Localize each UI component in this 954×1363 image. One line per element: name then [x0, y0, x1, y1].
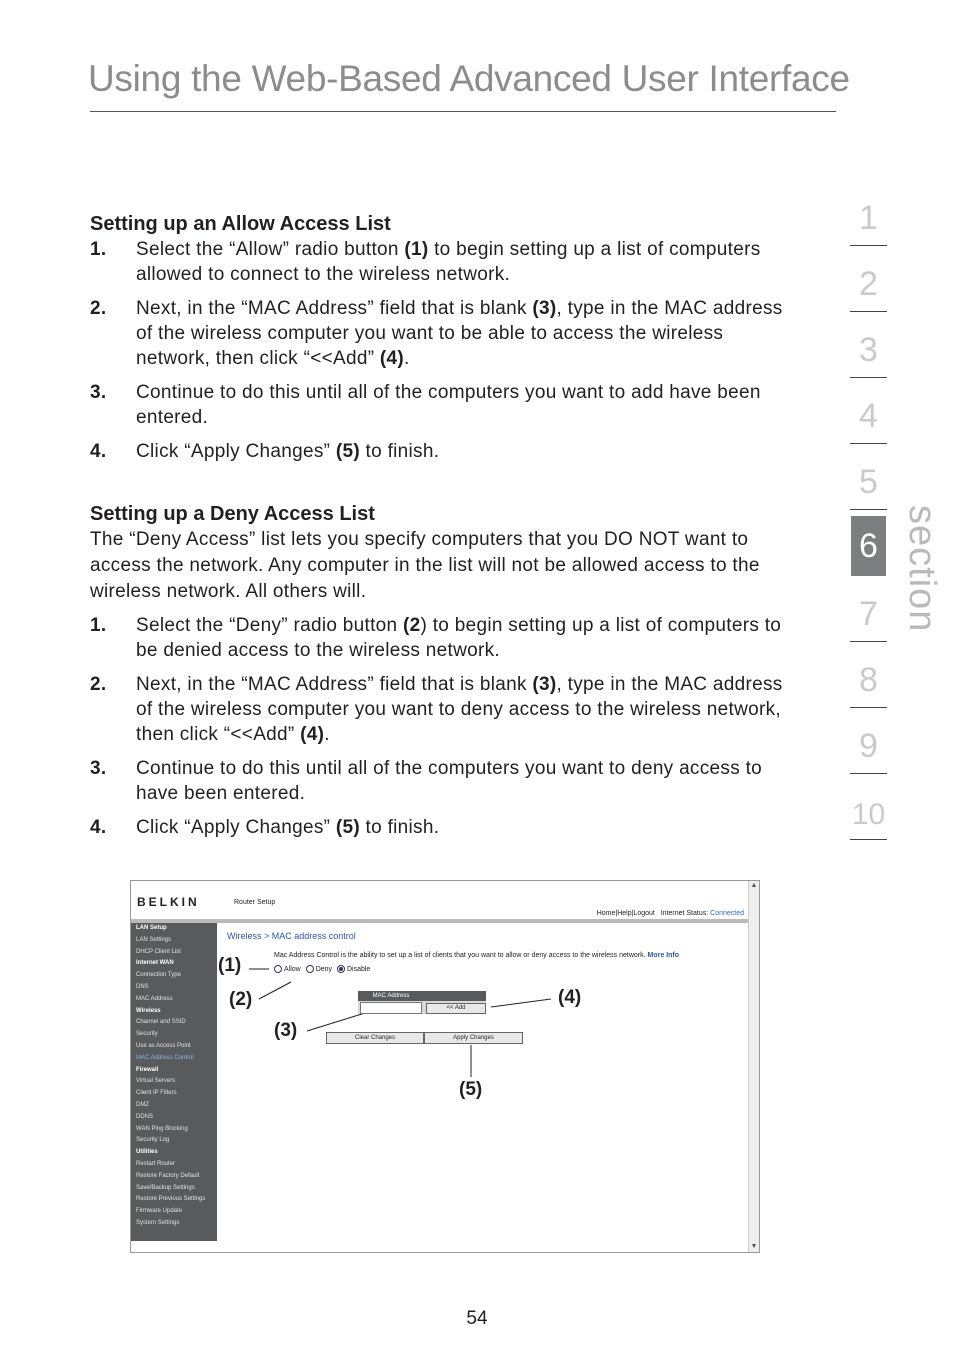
sidebar-link[interactable]: Connection Type — [136, 972, 181, 979]
callout-4: (4) — [558, 987, 582, 1008]
step-number: 2. — [90, 298, 107, 319]
step-text: Select the “Deny” radio button — [136, 615, 403, 636]
clear-changes-button[interactable]: Clear Changes — [326, 1032, 424, 1044]
section-nav-item-1 — [850, 180, 887, 246]
section-nav-number: 2 — [859, 265, 878, 303]
home-help-logout-links[interactable]: Home|Help|Logout — [596, 910, 655, 917]
section-nav-number: 1 — [859, 199, 878, 237]
section-nav-number: 8 — [859, 661, 878, 699]
allow-heading: Setting up an Allow Access List — [90, 213, 391, 235]
mac-address-header: MAC Address — [358, 991, 424, 1001]
step-number: 3. — [90, 382, 107, 403]
section-nav-item-9 — [850, 708, 887, 774]
section-nav-number: 6 — [851, 516, 886, 576]
step-number: 1. — [90, 615, 107, 636]
section-nav-number: 5 — [859, 463, 878, 501]
step-item — [90, 237, 795, 287]
sidebar-link[interactable]: Channel and SSID — [136, 1019, 186, 1026]
section-nav-item-7 — [850, 576, 887, 642]
section-nav-number: 7 — [859, 595, 878, 633]
step-text: Select the “Allow” radio button — [136, 239, 405, 260]
deny-radio-label: Deny — [315, 965, 333, 973]
callout-5: (5) — [459, 1079, 483, 1100]
allow-steps — [90, 237, 795, 464]
belkin-logo: BELKIN — [137, 895, 200, 909]
section-nav-number: 4 — [859, 397, 878, 435]
sidebar-link[interactable]: LAN Settings — [136, 936, 172, 943]
step-text: Click “Apply Changes” — [136, 441, 336, 462]
sidebar-link[interactable]: Virtual Servers — [136, 1078, 176, 1085]
internet-status-label: Internet Status: — [660, 910, 709, 917]
sidebar-section-heading: Firewall — [136, 1066, 159, 1073]
section-nav-item-8 — [850, 642, 887, 708]
section-nav-item-5 — [850, 444, 887, 510]
step-text: , type in the MAC address of the wireless computer you want to deny access to the wireless network, then click “<<Add” — [136, 674, 783, 745]
deny-steps — [90, 613, 795, 840]
step-text: to finish. — [359, 817, 440, 838]
step-item — [90, 756, 795, 806]
sidebar-link[interactable]: Firmware Update — [136, 1208, 183, 1215]
section-label: section — [901, 505, 943, 633]
callout-line-4 — [491, 999, 551, 1007]
router-screenshot — [130, 880, 760, 1253]
sidebar-link[interactable]: Restore Factory Default — [136, 1172, 200, 1179]
step-text: (2 — [403, 615, 421, 636]
section-nav-number: 3 — [859, 331, 878, 369]
section-nav-item-2 — [850, 246, 887, 312]
section-nav-item-10 — [850, 774, 887, 840]
callout-lines — [131, 881, 759, 1252]
shot-scrollbar[interactable] — [748, 881, 759, 1252]
step-text: Continue to do this until all of the computers you want to add have been entered. — [136, 382, 761, 428]
step-text: Next, in the “MAC Address” field that is blank — [136, 674, 533, 695]
section-nav-number: 10 — [851, 798, 886, 831]
step-text: , type in the MAC address of the wireless computer you want to be able to access the wireless network, then click “<<Add” — [136, 298, 783, 369]
callout-1: (1) — [218, 955, 242, 976]
router-setup-label: Router Setup — [234, 899, 276, 906]
step-item — [90, 380, 795, 430]
step-text: Click “Apply Changes” — [136, 817, 336, 838]
scroll-up-icon[interactable]: ▲ — [750, 882, 758, 889]
section-nav-item-3 — [850, 312, 887, 378]
step-number: 3. — [90, 758, 107, 779]
step-item — [90, 672, 795, 747]
callout-2: (2) — [229, 989, 253, 1010]
callout-line-3 — [307, 1013, 365, 1031]
sidebar-link[interactable]: DDNS — [136, 1113, 154, 1120]
sidebar-section-heading: Utilities — [136, 1149, 158, 1156]
step-text: (3) — [532, 298, 557, 319]
scroll-down-icon[interactable]: ▼ — [750, 1243, 758, 1250]
step-text: (3) — [532, 674, 557, 695]
step-number: 4. — [90, 441, 107, 462]
sidebar-link[interactable]: DNS — [136, 983, 149, 990]
step-number: 1. — [90, 239, 107, 260]
sidebar-link[interactable]: System Settings — [136, 1219, 180, 1226]
section-nav-number: 9 — [859, 727, 878, 765]
section-nav-item-6 — [850, 510, 887, 576]
description-text: Mac Address Control is the ability to set up a list of clients that you want to allow or deny access to the wireless network. — [274, 952, 646, 959]
more-info-link[interactable]: More Info — [647, 952, 680, 959]
sidebar-link[interactable]: Restart Router — [136, 1160, 176, 1167]
step-text: (4) — [300, 724, 325, 745]
main-content — [90, 211, 795, 849]
page-number: 54 — [466, 1308, 488, 1329]
apply-changes-button[interactable]: Apply Changes — [424, 1032, 523, 1044]
deny-intro: The “Deny Access” list lets you specify computers that you DO NOT want to access the network. Any computer in the list will not be allowed access to the wireless network. All others will. — [90, 529, 760, 602]
step-number: 4. — [90, 817, 107, 838]
internet-status-value: Connected — [710, 910, 744, 917]
step-text: (4) — [379, 348, 405, 369]
sidebar-link[interactable]: Restore Previous Settings — [136, 1196, 206, 1203]
sidebar-link[interactable]: Save/Backup Settings — [136, 1184, 195, 1191]
step-item — [90, 439, 795, 464]
sidebar-section-heading: LAN Setup — [136, 925, 167, 931]
sidebar-link[interactable]: Client IP Filters — [136, 1090, 177, 1097]
disable-radio-label: Disable — [346, 965, 371, 973]
step-text: . — [404, 348, 410, 369]
deny-heading: Setting up a Deny Access List — [90, 503, 375, 525]
step-text: (5) — [335, 817, 360, 838]
step-item — [90, 613, 795, 663]
page-title: Using the Web-Based Advanced User Interface — [88, 58, 850, 99]
breadcrumb: Wireless > MAC address control — [227, 931, 356, 941]
sidebar-link[interactable]: DMZ — [136, 1101, 149, 1108]
sidebar-link[interactable]: WAN Ping Blocking — [136, 1125, 188, 1132]
step-item — [90, 815, 795, 840]
step-text: to finish. — [359, 441, 440, 462]
step-text: ) to begin setting up a list of computers to be denied access to the wireless network. — [136, 615, 782, 661]
title-rule — [90, 111, 836, 112]
step-text: (5) — [335, 441, 360, 462]
sidebar-link[interactable]: Use as Access Point — [136, 1042, 191, 1049]
sidebar-link[interactable]: Security Log — [136, 1137, 170, 1144]
callout-3: (3) — [274, 1020, 298, 1041]
sidebar-link[interactable]: Security — [136, 1031, 158, 1038]
mac-address-input[interactable] — [360, 1002, 422, 1014]
step-number: 2. — [90, 674, 107, 695]
step-text: . — [324, 724, 330, 745]
sidebar-link[interactable]: MAC Address — [136, 995, 173, 1002]
allow-radio-label: Allow — [284, 965, 301, 973]
step-text: to begin setting up a list of computers allowed to connect to the wireless network. — [136, 239, 761, 285]
sidebar-section-heading: Internet WAN — [136, 960, 174, 967]
step-text: Continue to do this until all of the computers you want to deny access to have been entered. — [136, 758, 763, 804]
section-nav — [850, 180, 887, 840]
sidebar-link[interactable]: MAC Address Control — [136, 1054, 194, 1061]
sidebar-section-heading: Wireless — [136, 1007, 161, 1014]
add-button[interactable]: << Add — [426, 1003, 486, 1014]
step-text: (1) — [404, 239, 429, 260]
step-text: Next, in the “MAC Address” field that is blank — [136, 298, 533, 319]
sidebar-link[interactable]: DHCP Client List — [136, 948, 181, 955]
step-item — [90, 296, 795, 371]
section-nav-item-4 — [850, 378, 887, 444]
callout-line-2 — [259, 982, 291, 999]
